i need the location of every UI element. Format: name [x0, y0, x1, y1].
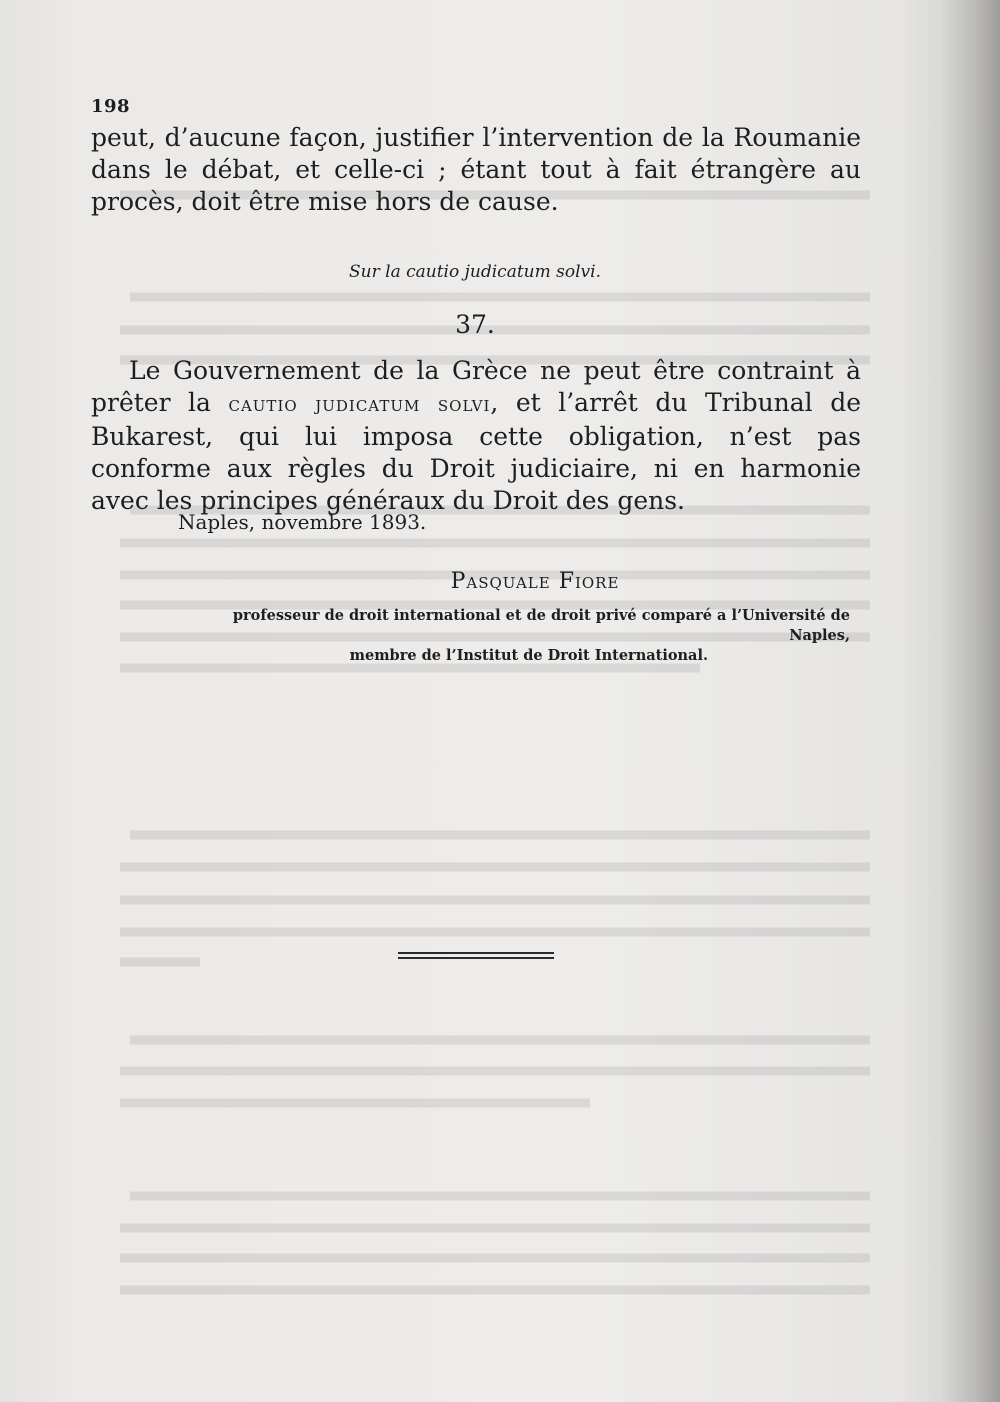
- paragraph-article-37: [91, 355, 861, 517]
- latin-term: cautio judicatum solvi: [228, 392, 491, 417]
- affiliation-line-1: professeur de droit international et de droit privé comparé a l’Université de Naples,: [232, 607, 850, 644]
- section-subheading: Sur la cautio judicatum solvi.: [349, 262, 601, 282]
- dateline: Naples, novembre 1893.: [178, 510, 427, 534]
- signer-name-text: Pasquale Fiore: [450, 569, 620, 594]
- signature-name: [0, 569, 1000, 594]
- page-number: 198: [91, 96, 131, 117]
- paragraph-continued: peut, d’aucune façon, justifier l’intervention de la Roumanie dans le débat, et celle-ci ; étant tout à fait étrangère au procès, doit être mise hors de cause.: [91, 123, 861, 216]
- double-rule-divider: [398, 952, 554, 962]
- paragraph-lead: Le Gouvernement de la Grèce ne peut être contraint à prêter la: [91, 356, 861, 417]
- article-number: 37.: [455, 310, 495, 339]
- paragraph-rest: , et l’arrêt du Tribunal de Bukarest, qui lui imposa cette obligation, n’est pas conforme aux règles du Droit judiciaire, ni en harmonie avec les principes généraux du Droit des gens.: [91, 388, 861, 515]
- signer-affiliation: [170, 606, 850, 666]
- affiliation-line-2: membre de l’Institut de Droit International.: [349, 647, 708, 664]
- binding-shadow: [940, 0, 1000, 1402]
